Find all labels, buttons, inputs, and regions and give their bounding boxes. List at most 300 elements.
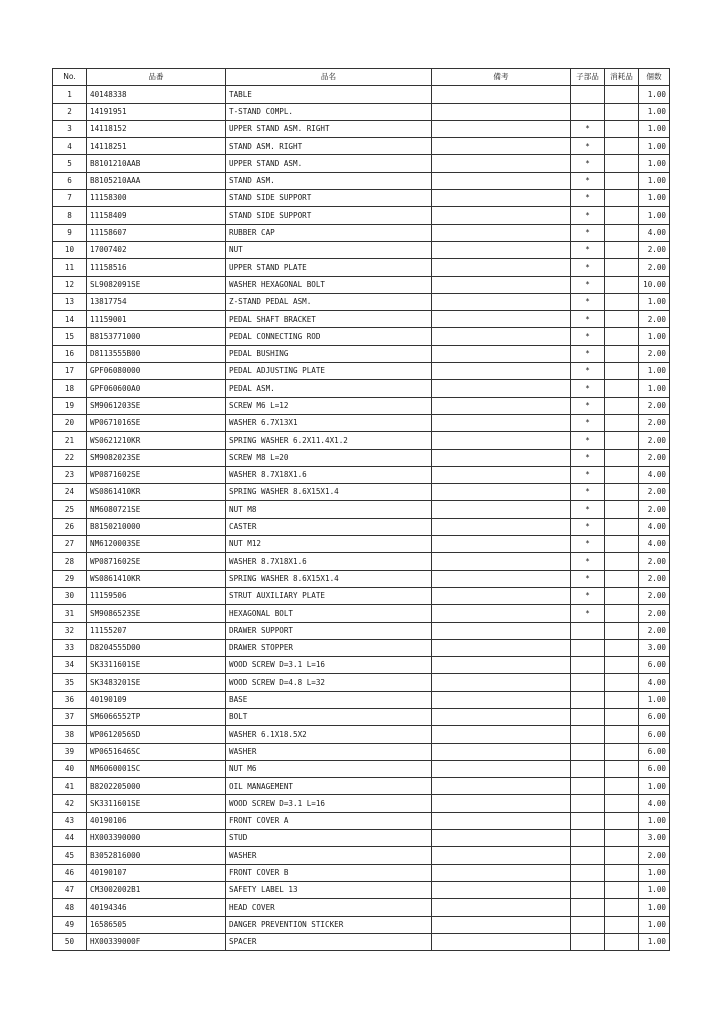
part-name-cell: UPPER STAND ASM. RIGHT [226, 120, 432, 137]
table-row [53, 726, 670, 743]
remarks-cell [432, 293, 571, 310]
part-number-cell: 40190106 [87, 812, 226, 829]
part-number-cell: SM9061203SE [87, 397, 226, 414]
part-number-cell: B8105210AAA [87, 172, 226, 189]
part-name-cell: WOOD SCREW D=3.1 L=16 [226, 795, 432, 812]
part-number-cell: HX00339000F [87, 933, 226, 950]
quantity-cell: 4.00 [639, 224, 670, 241]
sub-part-mark [571, 864, 605, 881]
row-number: 8 [53, 207, 87, 224]
table-row [53, 570, 670, 587]
part-number-cell: 13817754 [87, 293, 226, 310]
part-name-cell: PEDAL BUSHING [226, 345, 432, 362]
quantity-cell: 6.00 [639, 760, 670, 777]
remarks-cell [432, 657, 571, 674]
table-row [53, 760, 670, 777]
remarks-cell [432, 363, 571, 380]
sub-part-mark: * [571, 328, 605, 345]
part-number-cell: 11159506 [87, 587, 226, 604]
part-number-cell: 17007402 [87, 241, 226, 258]
row-number: 2 [53, 103, 87, 120]
part-name-cell: NUT [226, 241, 432, 258]
row-number: 46 [53, 864, 87, 881]
part-number-cell: SM6066552TP [87, 708, 226, 725]
sub-part-mark: * [571, 432, 605, 449]
part-name-cell: UPPER STAND ASM. [226, 155, 432, 172]
header-consumable: 消耗品 [605, 69, 639, 86]
sub-part-mark: * [571, 605, 605, 622]
quantity-cell: 4.00 [639, 536, 670, 553]
sub-part-mark [571, 778, 605, 795]
part-name-cell: SPRING WASHER 6.2X11.4X1.2 [226, 432, 432, 449]
table-row [53, 138, 670, 155]
table-row [53, 501, 670, 518]
part-number-cell: B3052816000 [87, 847, 226, 864]
part-name-cell: STRUT AUXILIARY PLATE [226, 587, 432, 604]
remarks-cell [432, 587, 571, 604]
table-row [53, 172, 670, 189]
part-name-cell: SAFETY LABEL 13 [226, 881, 432, 898]
part-name-cell: FRONT COVER B [226, 864, 432, 881]
remarks-cell [432, 622, 571, 639]
row-number: 41 [53, 778, 87, 795]
quantity-cell: 2.00 [639, 847, 670, 864]
consumable-mark [605, 847, 639, 864]
remarks-cell [432, 795, 571, 812]
row-number: 39 [53, 743, 87, 760]
table-row [53, 587, 670, 604]
table-row [53, 293, 670, 310]
table-row [53, 812, 670, 829]
quantity-cell: 1.00 [639, 933, 670, 950]
row-number: 11 [53, 259, 87, 276]
table-row [53, 432, 670, 449]
remarks-cell [432, 674, 571, 691]
part-name-cell: PEDAL SHAFT BRACKET [226, 311, 432, 328]
row-number: 12 [53, 276, 87, 293]
table-row [53, 397, 670, 414]
row-number: 5 [53, 155, 87, 172]
sub-part-mark: * [571, 172, 605, 189]
remarks-cell [432, 259, 571, 276]
row-number: 26 [53, 518, 87, 535]
part-number-cell: NM6080721SE [87, 501, 226, 518]
row-number: 20 [53, 414, 87, 431]
part-number-cell: 11158607 [87, 224, 226, 241]
part-number-cell: SK3311601SE [87, 795, 226, 812]
quantity-cell: 1.00 [639, 916, 670, 933]
sub-part-mark: * [571, 311, 605, 328]
table-row [53, 518, 670, 535]
consumable-mark [605, 933, 639, 950]
consumable-mark [605, 916, 639, 933]
sub-part-mark: * [571, 241, 605, 258]
consumable-mark [605, 726, 639, 743]
part-name-cell: NUT M6 [226, 760, 432, 777]
table-row [53, 207, 670, 224]
table-row [53, 691, 670, 708]
sub-part-mark: * [571, 553, 605, 570]
part-name-cell: OIL MANAGEMENT [226, 778, 432, 795]
sub-part-mark [571, 691, 605, 708]
row-number: 16 [53, 345, 87, 362]
remarks-cell [432, 138, 571, 155]
row-number: 45 [53, 847, 87, 864]
part-name-cell: WASHER HEXAGONAL BOLT [226, 276, 432, 293]
part-number-cell: SM9086523SE [87, 605, 226, 622]
quantity-cell: 1.00 [639, 86, 670, 103]
table-row [53, 259, 670, 276]
consumable-mark [605, 138, 639, 155]
quantity-cell: 1.00 [639, 120, 670, 137]
part-number-cell: SM9082023SE [87, 449, 226, 466]
parts-table [52, 68, 670, 951]
row-number: 44 [53, 830, 87, 847]
consumable-mark [605, 570, 639, 587]
consumable-mark [605, 86, 639, 103]
quantity-cell: 1.00 [639, 691, 670, 708]
sub-part-mark: * [571, 414, 605, 431]
quantity-cell: 2.00 [639, 605, 670, 622]
remarks-cell [432, 103, 571, 120]
part-name-cell: WOOD SCREW D=4.8 L=32 [226, 674, 432, 691]
quantity-cell: 2.00 [639, 432, 670, 449]
consumable-mark [605, 760, 639, 777]
part-name-cell: SPRING WASHER 8.6X15X1.4 [226, 484, 432, 501]
remarks-cell [432, 536, 571, 553]
remarks-cell [432, 120, 571, 137]
part-number-cell: WS0621210KR [87, 432, 226, 449]
part-name-cell: STUD [226, 830, 432, 847]
consumable-mark [605, 311, 639, 328]
sub-part-mark [571, 760, 605, 777]
remarks-cell [432, 639, 571, 656]
consumable-mark [605, 743, 639, 760]
consumable-mark [605, 605, 639, 622]
row-number: 50 [53, 933, 87, 950]
quantity-cell: 1.00 [639, 864, 670, 881]
part-number-cell: NM6120003SE [87, 536, 226, 553]
table-row [53, 328, 670, 345]
row-number: 29 [53, 570, 87, 587]
sub-part-mark: * [571, 120, 605, 137]
consumable-mark [605, 881, 639, 898]
row-number: 7 [53, 190, 87, 207]
sub-part-mark: * [571, 224, 605, 241]
sub-part-mark: * [571, 518, 605, 535]
row-number: 23 [53, 466, 87, 483]
header-part-name: 品名 [226, 69, 432, 86]
table-row [53, 933, 670, 950]
consumable-mark [605, 484, 639, 501]
part-number-cell: 40194346 [87, 899, 226, 916]
part-name-cell: WASHER 6.7X13X1 [226, 414, 432, 431]
row-number: 49 [53, 916, 87, 933]
sub-part-mark: * [571, 138, 605, 155]
quantity-cell: 6.00 [639, 657, 670, 674]
header-remarks: 備考 [432, 69, 571, 86]
part-name-cell: SPACER [226, 933, 432, 950]
part-name-cell: FRONT COVER A [226, 812, 432, 829]
quantity-cell: 2.00 [639, 449, 670, 466]
table-row [53, 224, 670, 241]
quantity-cell: 2.00 [639, 311, 670, 328]
quantity-cell: 4.00 [639, 795, 670, 812]
part-name-cell: BASE [226, 691, 432, 708]
remarks-cell [432, 501, 571, 518]
sub-part-mark: * [571, 380, 605, 397]
quantity-cell: 1.00 [639, 155, 670, 172]
table-row [53, 674, 670, 691]
remarks-cell [432, 847, 571, 864]
table-row [53, 708, 670, 725]
part-name-cell: PEDAL CONNECTING ROD [226, 328, 432, 345]
row-number: 28 [53, 553, 87, 570]
part-number-cell: 16586505 [87, 916, 226, 933]
remarks-cell [432, 553, 571, 570]
table-row [53, 311, 670, 328]
quantity-cell: 2.00 [639, 622, 670, 639]
consumable-mark [605, 120, 639, 137]
sub-part-mark: * [571, 207, 605, 224]
consumable-mark [605, 190, 639, 207]
quantity-cell: 2.00 [639, 259, 670, 276]
table-row [53, 864, 670, 881]
quantity-cell: 10.00 [639, 276, 670, 293]
part-name-cell: SCREW M6 L=12 [226, 397, 432, 414]
consumable-mark [605, 691, 639, 708]
sub-part-mark: * [571, 570, 605, 587]
part-name-cell: WASHER 6.1X18.5X2 [226, 726, 432, 743]
sub-part-mark: * [571, 363, 605, 380]
row-number: 3 [53, 120, 87, 137]
quantity-cell: 4.00 [639, 466, 670, 483]
sub-part-mark [571, 933, 605, 950]
sub-part-mark: * [571, 259, 605, 276]
part-name-cell: DRAWER STOPPER [226, 639, 432, 656]
quantity-cell: 1.00 [639, 363, 670, 380]
consumable-mark [605, 363, 639, 380]
consumable-mark [605, 830, 639, 847]
remarks-cell [432, 484, 571, 501]
consumable-mark [605, 518, 639, 535]
table-row [53, 449, 670, 466]
consumable-mark [605, 155, 639, 172]
table-row [53, 414, 670, 431]
remarks-cell [432, 518, 571, 535]
sub-part-mark: * [571, 155, 605, 172]
consumable-mark [605, 795, 639, 812]
consumable-mark [605, 864, 639, 881]
quantity-cell: 6.00 [639, 726, 670, 743]
consumable-mark [605, 345, 639, 362]
sub-part-mark [571, 708, 605, 725]
sub-part-mark: * [571, 293, 605, 310]
part-name-cell: HEAD COVER [226, 899, 432, 916]
quantity-cell: 4.00 [639, 518, 670, 535]
remarks-cell [432, 743, 571, 760]
table-row [53, 605, 670, 622]
remarks-cell [432, 241, 571, 258]
quantity-cell: 4.00 [639, 674, 670, 691]
table-row [53, 241, 670, 258]
row-number: 36 [53, 691, 87, 708]
part-number-cell: GPF060600A0 [87, 380, 226, 397]
table-row [53, 916, 670, 933]
remarks-cell [432, 708, 571, 725]
row-number: 18 [53, 380, 87, 397]
part-name-cell: T-STAND COMPL. [226, 103, 432, 120]
quantity-cell: 2.00 [639, 397, 670, 414]
part-number-cell: 11158516 [87, 259, 226, 276]
part-name-cell: NUT M8 [226, 501, 432, 518]
sub-part-mark [571, 86, 605, 103]
sub-part-mark [571, 743, 605, 760]
header-no: No. [53, 69, 87, 86]
row-number: 25 [53, 501, 87, 518]
remarks-cell [432, 691, 571, 708]
part-name-cell: WOOD SCREW D=3.1 L=16 [226, 657, 432, 674]
row-number: 48 [53, 899, 87, 916]
sub-part-mark [571, 795, 605, 812]
part-name-cell: SCREW M8 L=20 [226, 449, 432, 466]
part-name-cell: SPRING WASHER 8.6X15X1.4 [226, 570, 432, 587]
consumable-mark [605, 899, 639, 916]
remarks-cell [432, 207, 571, 224]
consumable-mark [605, 293, 639, 310]
remarks-cell [432, 397, 571, 414]
table-row [53, 120, 670, 137]
row-number: 38 [53, 726, 87, 743]
table-row [53, 830, 670, 847]
part-number-cell: D8204555D00 [87, 639, 226, 656]
part-number-cell: WS0861410KR [87, 570, 226, 587]
part-number-cell: B8101210AAB [87, 155, 226, 172]
part-number-cell: 14191951 [87, 103, 226, 120]
part-name-cell: HEXAGONAL BOLT [226, 605, 432, 622]
consumable-mark [605, 207, 639, 224]
remarks-cell [432, 224, 571, 241]
remarks-cell [432, 778, 571, 795]
part-number-cell: B8202205000 [87, 778, 226, 795]
quantity-cell: 1.00 [639, 103, 670, 120]
remarks-cell [432, 933, 571, 950]
sub-part-mark: * [571, 466, 605, 483]
part-name-cell: DANGER PREVENTION STICKER [226, 916, 432, 933]
part-number-cell: 11158300 [87, 190, 226, 207]
parts-list-sheet [52, 68, 670, 951]
sub-part-mark [571, 830, 605, 847]
part-name-cell: STAND SIDE SUPPORT [226, 207, 432, 224]
quantity-cell: 2.00 [639, 553, 670, 570]
quantity-cell: 2.00 [639, 345, 670, 362]
part-name-cell: UPPER STAND PLATE [226, 259, 432, 276]
table-row [53, 639, 670, 656]
remarks-cell [432, 172, 571, 189]
row-number: 31 [53, 605, 87, 622]
remarks-cell [432, 812, 571, 829]
sub-part-mark [571, 103, 605, 120]
row-number: 35 [53, 674, 87, 691]
quantity-cell: 1.00 [639, 172, 670, 189]
remarks-cell [432, 86, 571, 103]
part-number-cell: SL9082091SE [87, 276, 226, 293]
sub-part-mark [571, 622, 605, 639]
remarks-cell [432, 155, 571, 172]
consumable-mark [605, 397, 639, 414]
consumable-mark [605, 241, 639, 258]
part-name-cell: STAND ASM. RIGHT [226, 138, 432, 155]
remarks-cell [432, 276, 571, 293]
row-number: 40 [53, 760, 87, 777]
sub-part-mark: * [571, 536, 605, 553]
remarks-cell [432, 190, 571, 207]
header-quantity: 個数 [639, 69, 670, 86]
table-body [53, 86, 670, 951]
header-part-number: 品番 [87, 69, 226, 86]
part-number-cell: HX003390000 [87, 830, 226, 847]
quantity-cell: 1.00 [639, 190, 670, 207]
sub-part-mark: * [571, 345, 605, 362]
header-sub-part: 子部品 [571, 69, 605, 86]
sub-part-mark [571, 881, 605, 898]
consumable-mark [605, 778, 639, 795]
remarks-cell [432, 830, 571, 847]
quantity-cell: 3.00 [639, 830, 670, 847]
consumable-mark [605, 657, 639, 674]
row-number: 21 [53, 432, 87, 449]
sub-part-mark [571, 916, 605, 933]
part-name-cell: Z-STAND PEDAL ASM. [226, 293, 432, 310]
part-number-cell: WP0671016SE [87, 414, 226, 431]
part-number-cell: WP0871602SE [87, 466, 226, 483]
row-number: 37 [53, 708, 87, 725]
remarks-cell [432, 864, 571, 881]
sub-part-mark [571, 726, 605, 743]
table-row [53, 466, 670, 483]
table-row [53, 345, 670, 362]
quantity-cell: 1.00 [639, 138, 670, 155]
remarks-cell [432, 760, 571, 777]
consumable-mark [605, 414, 639, 431]
sub-part-mark [571, 639, 605, 656]
remarks-cell [432, 311, 571, 328]
consumable-mark [605, 103, 639, 120]
remarks-cell [432, 726, 571, 743]
remarks-cell [432, 380, 571, 397]
part-number-cell: 11155207 [87, 622, 226, 639]
consumable-mark [605, 224, 639, 241]
row-number: 42 [53, 795, 87, 812]
table-row [53, 881, 670, 898]
consumable-mark [605, 587, 639, 604]
quantity-cell: 1.00 [639, 899, 670, 916]
table-row [53, 778, 670, 795]
table-row [53, 536, 670, 553]
quantity-cell: 1.00 [639, 778, 670, 795]
sub-part-mark [571, 899, 605, 916]
part-number-cell: GPF06080000 [87, 363, 226, 380]
remarks-cell [432, 605, 571, 622]
sub-part-mark [571, 674, 605, 691]
row-number: 17 [53, 363, 87, 380]
table-row [53, 363, 670, 380]
row-number: 47 [53, 881, 87, 898]
consumable-mark [605, 276, 639, 293]
consumable-mark [605, 708, 639, 725]
quantity-cell: 6.00 [639, 743, 670, 760]
quantity-cell: 2.00 [639, 501, 670, 518]
